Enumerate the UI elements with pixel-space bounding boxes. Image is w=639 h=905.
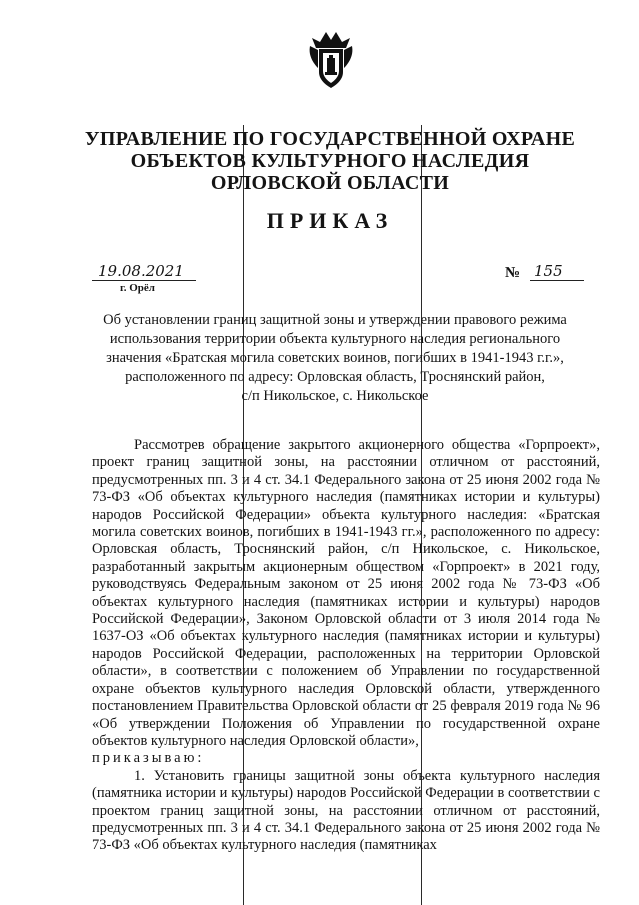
- order-subject: [85, 311, 585, 406]
- subject-line: Об установлении границ защитной зоны и утверждении правового режима: [103, 312, 567, 328]
- subject-line: использования территории объекта культурного наследия регионального: [109, 331, 561, 347]
- date-underline: [92, 280, 196, 281]
- order-body: [92, 437, 600, 855]
- subject-line: расположенного по адресу: Орловская область, Троснянский район,: [125, 369, 545, 385]
- city-label: г. Орёл: [120, 282, 155, 294]
- clause-1-paragraph: 1. Установить границы защитной зоны объекта культурного наследия (памятника истории и культуры) народов Российской Федерации в соответствии с проектом границ защитной зоны, на расстоянии отличном от расстояний, предусмотренных пп. 3 и 4 ст. 34.1 Федерального закона от 25 июня 2002 года № 73-ФЗ «Об объектах культурного наследия (памятниках: [92, 767, 600, 854]
- order-number: 155: [534, 262, 563, 280]
- coat-of-arms-icon: [306, 28, 356, 90]
- document-title: ПРИКАЗ: [266, 208, 394, 233]
- order-date: 19.08.2021: [98, 262, 184, 280]
- org-name-line-3: ОРЛОВСКОЙ ОБЛАСТИ: [210, 172, 450, 194]
- preamble-paragraph: Рассмотрев обращение закрытого акционерного общества «Горпроект», проект границ защитной зоны, на расстоянии отличном от расстояний, предусмотренных пп. 3 и 4 ст. 34.1 Федерального закона от 25 июня 2002 года № 73-ФЗ «Об объектах культурного наследия (памятниках истории и культуры) народов Российской Федерации» объекта культурного наследия: «Братская могила советских воинов, погибших в 1941-1943 гг.», расположенного по адресу: Орловская область, Троснянский район, с/п Никольское, с. Никольское, разработанный закрытым акционерным обществом «Горпроект» в 2021 году, руководствуясь Федеральным законом от 25 июня 2002 года № 73-ФЗ «Об объектах культурного наследия (памятниках истории и культуры) народов Российской Федерации», Законом Орловской области от 3 июля 2014 года № 1637-ОЗ «Об объектах культурного наследия (памятниках истории и культуры) народов Российской Федерации, расположенных на территории Орловской области», в соответствии с положением об Управлении по государственной охране объектов культурного наследия Орловской области, утвержденного постановлением Правительства Орловской области от 25 февраля 2019 года № 96 «Об утверждении Положения об Управлении по государственной охране объектов культурного наследия Орловской области»,: [92, 437, 600, 749]
- org-name-line-2: ОБЪЕКТОВ КУЛЬТУРНОГО НАСЛЕДИЯ: [130, 150, 530, 172]
- org-name-line-1: УПРАВЛЕНИЕ ПО ГОСУДАРСТВЕННОЙ ОХРАНЕ: [84, 128, 576, 150]
- number-sign: №: [505, 265, 521, 281]
- order-word: приказываю:: [92, 750, 205, 767]
- number-underline: [530, 280, 584, 281]
- subject-line: с/п Никольское, с. Никольское: [241, 388, 429, 404]
- subject-line: значения «Братская могила советских воинов, погибших в 1941-1943 г.г.»,: [106, 350, 564, 366]
